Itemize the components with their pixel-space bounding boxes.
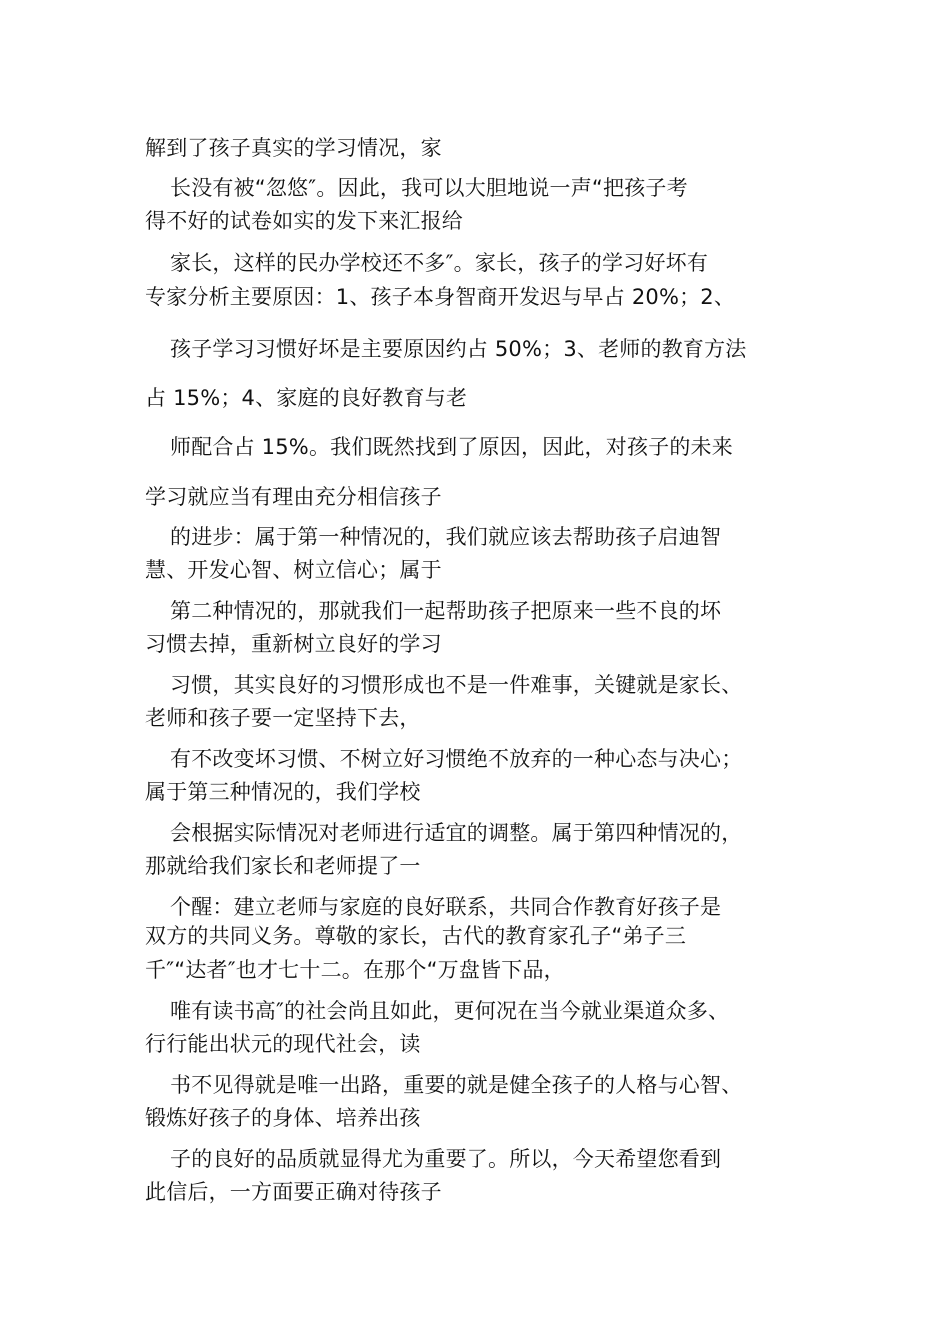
text-line: 有不改变坏习惯、不树立好习惯绝不放弃的一种心态与决心； [170,747,743,771]
text-line: 子的良好的品质就显得尤为重要了。所以，今天希望您看到 [170,1147,722,1171]
text-line: 老师和孩子要一定坚持下去， [145,706,421,730]
text-line: 师配合占 15%。我们既然找到了原因，因此，对孩子的未来 [170,435,733,459]
text-line: 得不好的试卷如实的发下来汇报给 [145,209,463,233]
text-line: 书不见得就是唯一出路，重要的就是健全孩子的人格与心智、 [170,1073,743,1097]
text-line: 习惯去掉，重新树立良好的学习 [145,632,442,656]
text-line: 的进步：属于第一种情况的，我们就应该去帮助孩子启迪智 [170,525,722,549]
text-line: 锻炼好孩子的身体、培养出孩 [145,1106,421,1130]
text-line: 此信后，一方面要正确对待孩子 [145,1180,442,1204]
text-line: 学习就应当有理由充分相信孩子 [145,485,442,509]
text-line: 慧、开发心智、树立信心；属于 [145,558,442,582]
text-line: 专家分析主要原因：1、孩子本身智商开发迟与早占 20%；2、 [145,285,736,309]
text-line: 双方的共同义务。尊敬的家长，古代的教育家孔子“弟子三 [145,924,687,948]
text-line: 会根据实际情况对老师进行适宜的调整。属于第四种情况的， [170,821,743,845]
text-line: 第二种情况的，那就我们一起帮助孩子把原来一些不良的坏 [170,599,722,623]
text-line: 唯有读书高″的社会尚且如此，更何况在当今就业渠道众多、 [170,999,730,1023]
text-line: 个醒：建立老师与家庭的良好联系，共同合作教育好孩子是 [170,895,722,919]
text-line: 解到了孩子真实的学习情况，家 [145,136,442,160]
text-line: 千″“达者″也才七十二。在那个“万盘皆下品， [145,958,565,982]
text-line: 属于第三种情况的，我们学校 [145,780,421,804]
text-line: 孩子学习习惯好坏是主要原因约占 50%；3、老师的教育方法 [170,337,747,361]
text-line: 那就给我们家长和老师提了一 [145,854,421,878]
text-line: 习惯，其实良好的习惯形成也不是一件难事，关键就是家长、 [170,673,743,697]
text-line: 占 15%；4、家庭的良好教育与老 [145,386,468,410]
text-line: 行行能出状元的现代社会，读 [145,1032,421,1056]
text-line: 长没有被“忽悠″。因此，我可以大胆地说一声“把孩子考 [170,176,688,200]
text-line: 家长，这样的民办学校还不多″。家长，孩子的学习好坏有 [170,251,709,275]
